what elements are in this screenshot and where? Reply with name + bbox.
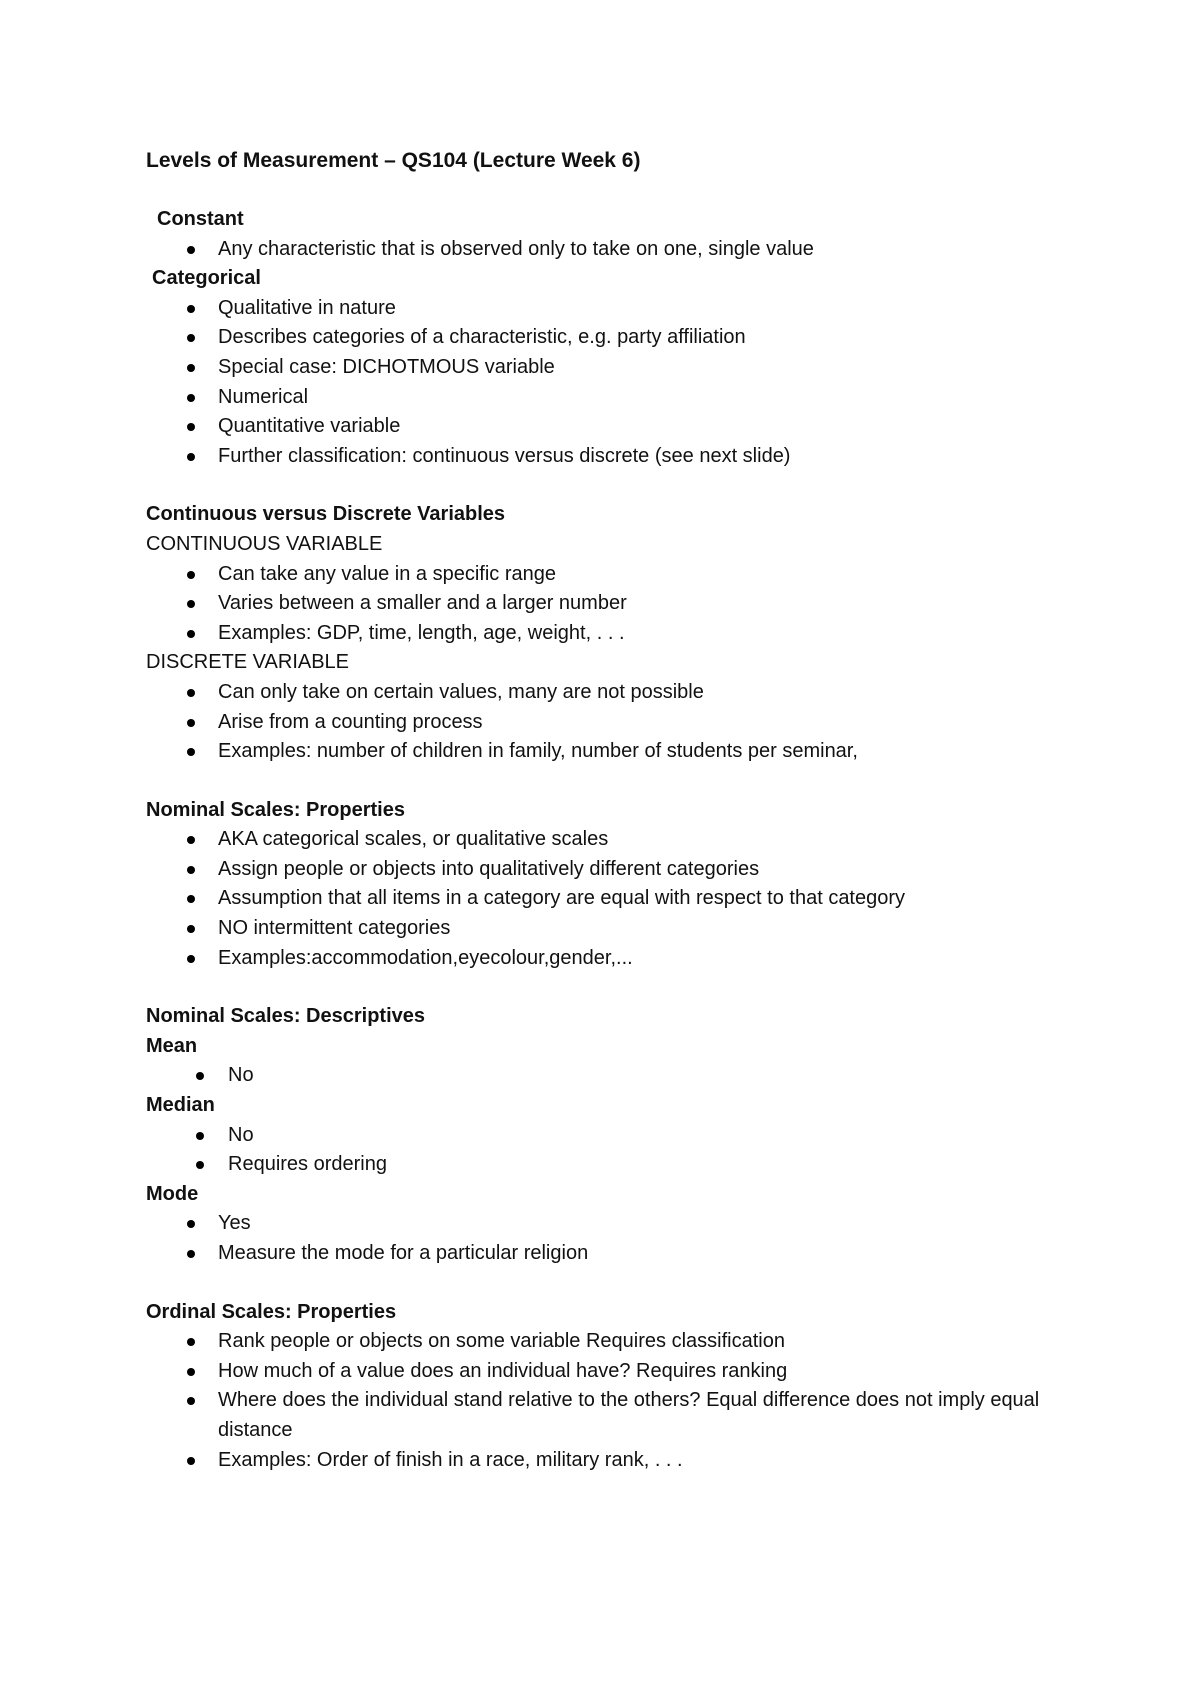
bullet-item: Further classification: continuous versus discrete (see next slide) <box>146 442 1066 472</box>
bullet-item: Can only take on certain values, many are not possible <box>146 678 1066 708</box>
bullet-item: Examples: Order of finish in a race, military rank, . . . <box>146 1446 1066 1476</box>
spacer <box>146 1269 1066 1298</box>
bullet-item: Numerical <box>146 383 1066 413</box>
bullet-item: Arise from a counting process <box>146 708 1066 738</box>
bullet-item: Qualitative in nature <box>146 294 1066 324</box>
section-heading: Nominal Scales: Descriptives <box>146 1005 426 1028</box>
bullet-item: Measure the mode for a particular religion <box>146 1239 1066 1269</box>
bullet-list <box>146 1061 1066 1091</box>
bullet-list <box>146 1209 1066 1268</box>
bullet-item: Varies between a smaller and a larger number <box>146 589 1066 619</box>
bullet-item: No <box>146 1061 1066 1091</box>
bullet-item: Examples: GDP, time, length, age, weight, . . . <box>146 619 1066 649</box>
bullet-list <box>146 678 1066 767</box>
bullet-item: Requires ordering <box>146 1150 1066 1180</box>
bullet-list <box>146 294 1066 472</box>
bullet-item: AKA categorical scales, or qualitative scales <box>146 825 1066 855</box>
section-heading: Mean <box>146 1034 198 1057</box>
section-heading: Nominal Scales: Properties <box>146 798 405 821</box>
subheading-text: CONTINUOUS VARIABLE <box>146 532 383 555</box>
bullet-item: Yes <box>146 1209 1066 1239</box>
subheading-text: DISCRETE VARIABLE <box>146 651 350 674</box>
section-heading: Median <box>146 1094 215 1117</box>
bullet-item: Quantitative variable <box>146 412 1066 442</box>
bullet-item: Can take any value in a specific range <box>146 560 1066 590</box>
bullet-item: No <box>146 1121 1066 1151</box>
bullet-item: Describes categories of a characteristic, e.g. party affiliation <box>146 323 1066 353</box>
section-heading: Constant <box>157 208 244 230</box>
section-heading: Mode <box>146 1182 199 1205</box>
spacer <box>146 767 1066 796</box>
document-body <box>146 146 1066 1475</box>
bullet-item: Rank people or objects on some variable Requires classification <box>146 1327 1066 1357</box>
spacer <box>146 176 1066 205</box>
bullet-list <box>146 825 1066 973</box>
bullet-item: Where does the individual stand relative to the others? Equal difference does not imply equal distance <box>146 1386 1066 1445</box>
section-heading: Categorical <box>152 267 261 290</box>
bullet-item: Assign people or objects into qualitatively different categories <box>146 855 1066 885</box>
bullet-list <box>146 560 1066 649</box>
section-heading: Continuous versus Discrete Variables <box>146 503 506 526</box>
bullet-item: Examples:accommodation,eyecolour,gender,... <box>146 944 1066 974</box>
spacer <box>146 973 1066 1002</box>
bullet-item: Examples: number of children in family, number of students per seminar, <box>146 737 1066 767</box>
section-heading: Ordinal Scales: Properties <box>146 1300 397 1323</box>
bullet-item: NO intermittent categories <box>146 914 1066 944</box>
bullet-item: Special case: DICHOTMOUS variable <box>146 353 1066 383</box>
bullet-item: How much of a value does an individual have? Requires ranking <box>146 1357 1066 1387</box>
spacer <box>146 471 1066 500</box>
bullet-item: Assumption that all items in a category are equal with respect to that category <box>146 884 1066 914</box>
bullet-list <box>146 1327 1066 1475</box>
bullet-list <box>146 1121 1066 1180</box>
bullet-item: Any characteristic that is observed only to take on one, single value <box>146 235 1066 265</box>
document-content <box>146 205 1066 1475</box>
document-title: Levels of Measurement – QS104 (Lecture Week 6) <box>146 149 641 172</box>
bullet-list <box>146 235 1066 265</box>
